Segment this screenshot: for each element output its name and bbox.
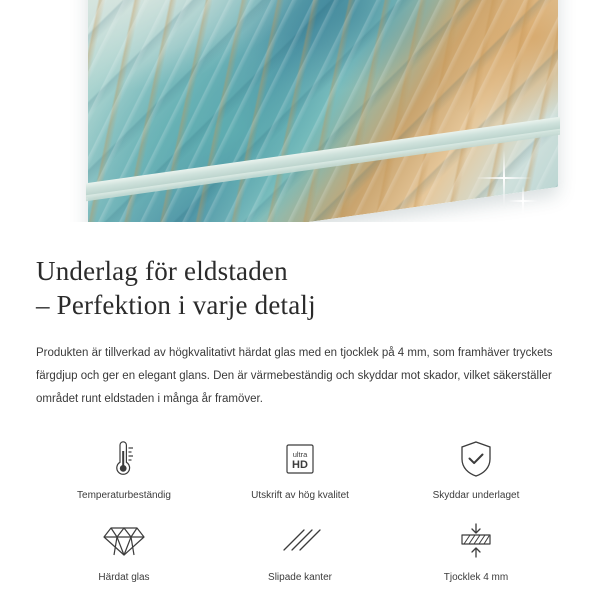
- feature-label: Skyddar underlaget: [432, 490, 520, 501]
- feature-item-temperature: [36, 437, 212, 503]
- feature-item-polished-edges: [212, 519, 388, 585]
- hd-text: HD: [292, 459, 308, 471]
- feature-item-print-quality: [212, 437, 388, 503]
- feature-label: Härdat glas: [98, 572, 150, 583]
- feature-item-protection: [388, 437, 564, 503]
- content-area: [0, 222, 600, 585]
- feature-grid: [36, 437, 564, 585]
- feature-label: Temperaturbeständig: [77, 490, 171, 501]
- hero-image: [0, 0, 600, 222]
- feature-item-tempered-glass: [36, 519, 212, 585]
- thickness-arrows-icon: [455, 519, 497, 563]
- ultra-hd-icon: [279, 437, 321, 481]
- diamond-icon: [103, 519, 145, 563]
- shield-check-icon: [457, 437, 495, 481]
- page-title-line-1: Underlag för eldstaden: [36, 256, 288, 286]
- page-title-line-2: – Perfektion i varje detalj: [36, 290, 316, 320]
- thermometer-icon: [107, 437, 141, 481]
- page-title: [36, 254, 564, 322]
- ultra-text: ultra: [292, 450, 308, 459]
- feature-label: Utskrift av hög kvalitet: [251, 490, 349, 501]
- feature-label: Tjocklek 4 mm: [443, 572, 509, 583]
- polished-edges-icon: [278, 519, 322, 563]
- feature-item-thickness: [388, 519, 564, 585]
- intro-paragraph: Produkten är tillverkad av högkvalitativt härdat glas med en tjocklek på 4 mm, som framhäver tryckets färgdjup och ger en elegant glans. Den är värmebeständig och skyddar mot skador, vilket säkerställer området runt eldstaden i många år framöver.: [36, 347, 553, 405]
- feature-label: Slipade kanter: [268, 572, 332, 583]
